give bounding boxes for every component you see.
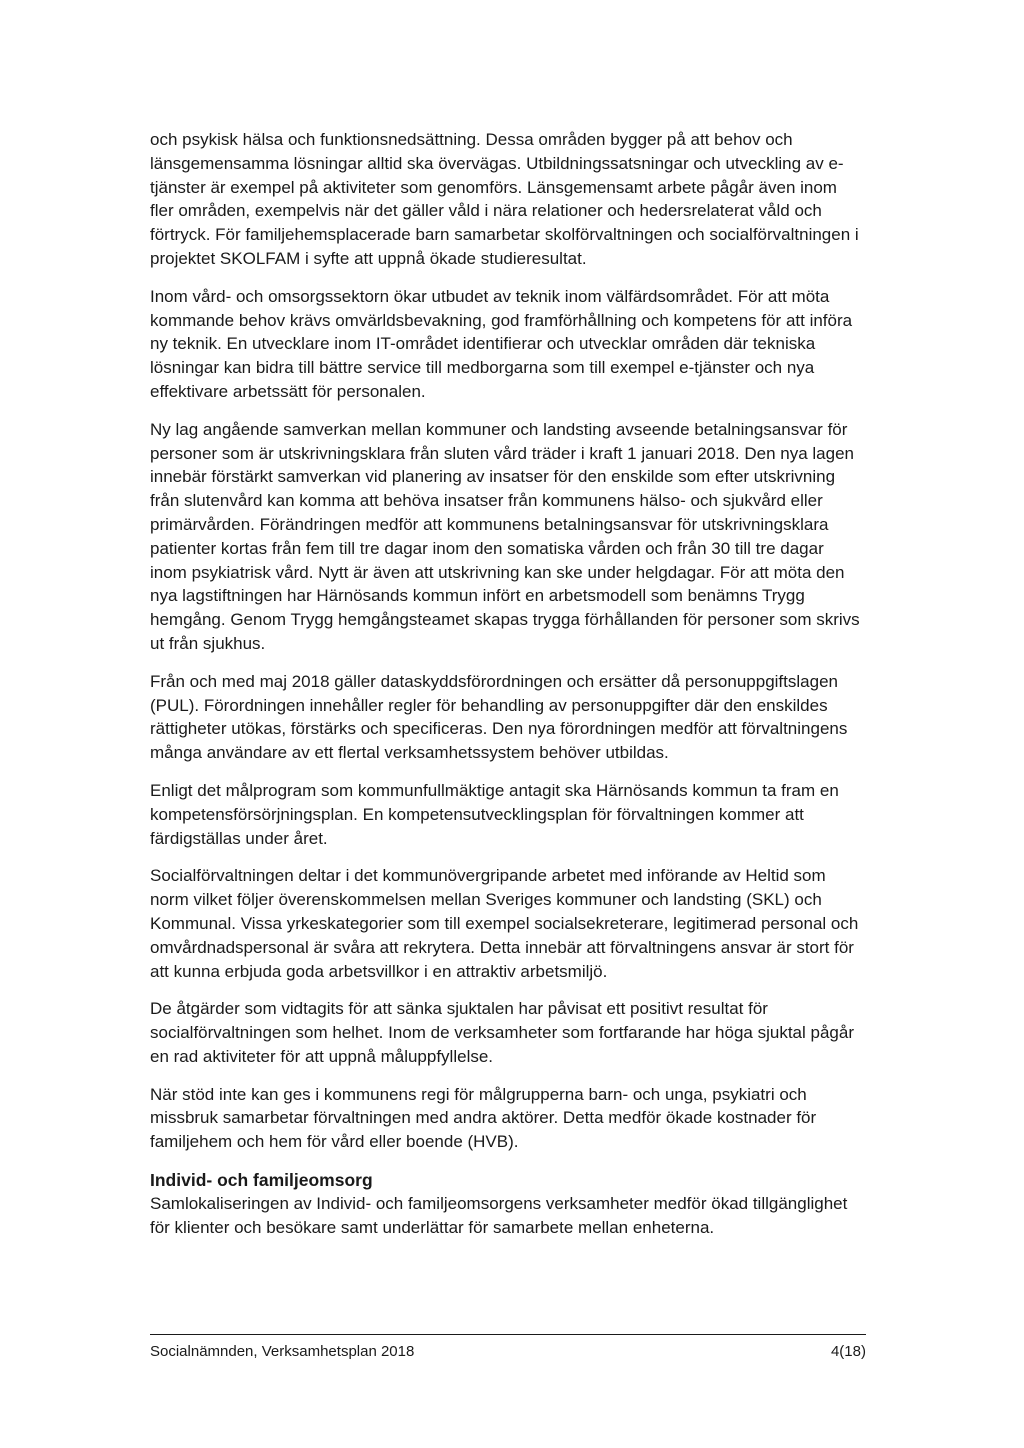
section-paragraph: Samlokaliseringen av Individ- och familjeomsorgens verksamheter medför ökad tillgänglighet för klienter och besökare samt underlättar för samarbete mellan enheterna. xyxy=(150,1194,848,1237)
document-body xyxy=(150,128,862,1254)
paragraph-competence-plan: Enligt det målprogram som kommunfullmäktige antagit ska Härnösands kommun ta fram en kompetensförsörjningsplan. En kompetensutvecklingsplan för förvaltningen kommer att färdigställas under året. xyxy=(150,780,839,848)
page-footer xyxy=(150,1334,866,1362)
paragraph-fulltime-norm: Socialförvaltningen deltar i det kommunövergripande arbetet med införande av Heltid som norm vilket följer överenskommelsen mellan Sveriges kommuner och landsting (SKL) och Kommunal. Vissa yrkeskategorier som till exempel socialsekreterare, legitimerad personal och omvårdnadspersonal är svåra att rekrytera. Detta innebär att förvaltningens ansvar är stort för att kunna erbjuda goda arbetsvillkor i en attraktiv arbetsmiljö. xyxy=(150,866,859,981)
paragraph-data-protection: Från och med maj 2018 gäller dataskyddsförordningen och ersätter då personuppgiftslagen (PUL). Förordningen innehåller regler för behandling av personuppgifter där den enskildes rättigheter utökas, förstärks och specificeras. Den nya förordningen medför att förvaltningens många användare av ett flertal verksamhetssystem behöver utbildas. xyxy=(150,671,848,763)
page-number: 4(18) xyxy=(830,1343,866,1360)
paragraph-sick-leave: De åtgärder som vidtagits för att sänka sjuktalen har påvisat ett positivt resultat för socialförvaltningen som helhet. Inom de verksamheter som fortfarande har höga sjuktal pågår en rad aktiviteter för att uppnå måluppfyllelse. xyxy=(150,999,854,1066)
section-heading: Individ- och familjeomsorg xyxy=(150,1170,373,1191)
paragraph-external-actors: När stöd inte kan ges i kommunens regi för målgrupperna barn- och unga, psykiatri och missbruk samarbetar förvaltningen med andra aktörer. Detta medför ökade kostnader för familjehem och hem för vård eller boende (HVB). xyxy=(150,1084,817,1152)
paragraph-welfare-technology: Inom vård- och omsorgssektorn ökar utbudet av teknik inom välfärdsområdet. För att möta kommande behov krävs omvärldsbevakning, god framförhållning och kompetens för att införa ny teknik. En utvecklare inom IT-området identifierar och utvecklar områden där tekniska lösningar kan bidra till bättre service till medborgarna som till exempel e-tjänster och nya effektivare arbetssätt för personalen. xyxy=(150,286,853,401)
paragraph-new-law: Ny lag angående samverkan mellan kommuner och landsting avseende betalningsansvar för personer som är utskrivningsklara från sluten vård träder i kraft 1 januari 2018. Den nya lagen innebär förstärkt samverkan vid planering av insatser för den enskilde som efter utskrivning från slutenvård kan komma att behöva insatser från kommunens hälso- och sjukvård eller primärvården. Förändringen medför att kommunens betalningsansvar för utskrivningsklara patienter kortas från fem till tre dagar inom den somatiska vården och från 30 till tre dagar inom psykiatrisk vård. Nytt är även att utskrivning kan ske under helgdagar. För att möta den nya lagstiftningen har Härnösands kommun infört en arbetsmodell som benämns Trygg hemgång. Genom Trygg hemgångsteamet skapas trygga förhållanden för personer som skrivs ut från sjukhus. xyxy=(150,419,860,653)
footer-document-title: Socialnämnden, Verksamhetsplan 2018 xyxy=(150,1343,415,1360)
paragraph-regional-collaboration: och psykisk hälsa och funktionsnedsättning. Dessa områden bygger på att behov och länsgemensamma lösningar alltid ska övervägas. Utbildningssatsningar och utveckling av e-tjänster är exempel på aktiviteter som genomförs. Länsgemensamt arbete pågår även inom fler områden, exempelvis när det gäller våld i nära relationer och hedersrelaterat våld och förtryck. För familjehemsplacerade barn samarbetar skolförvaltningen och socialförvaltningen i projektet SKOLFAM i syfte att uppnå ökade studieresultat. xyxy=(150,130,859,268)
